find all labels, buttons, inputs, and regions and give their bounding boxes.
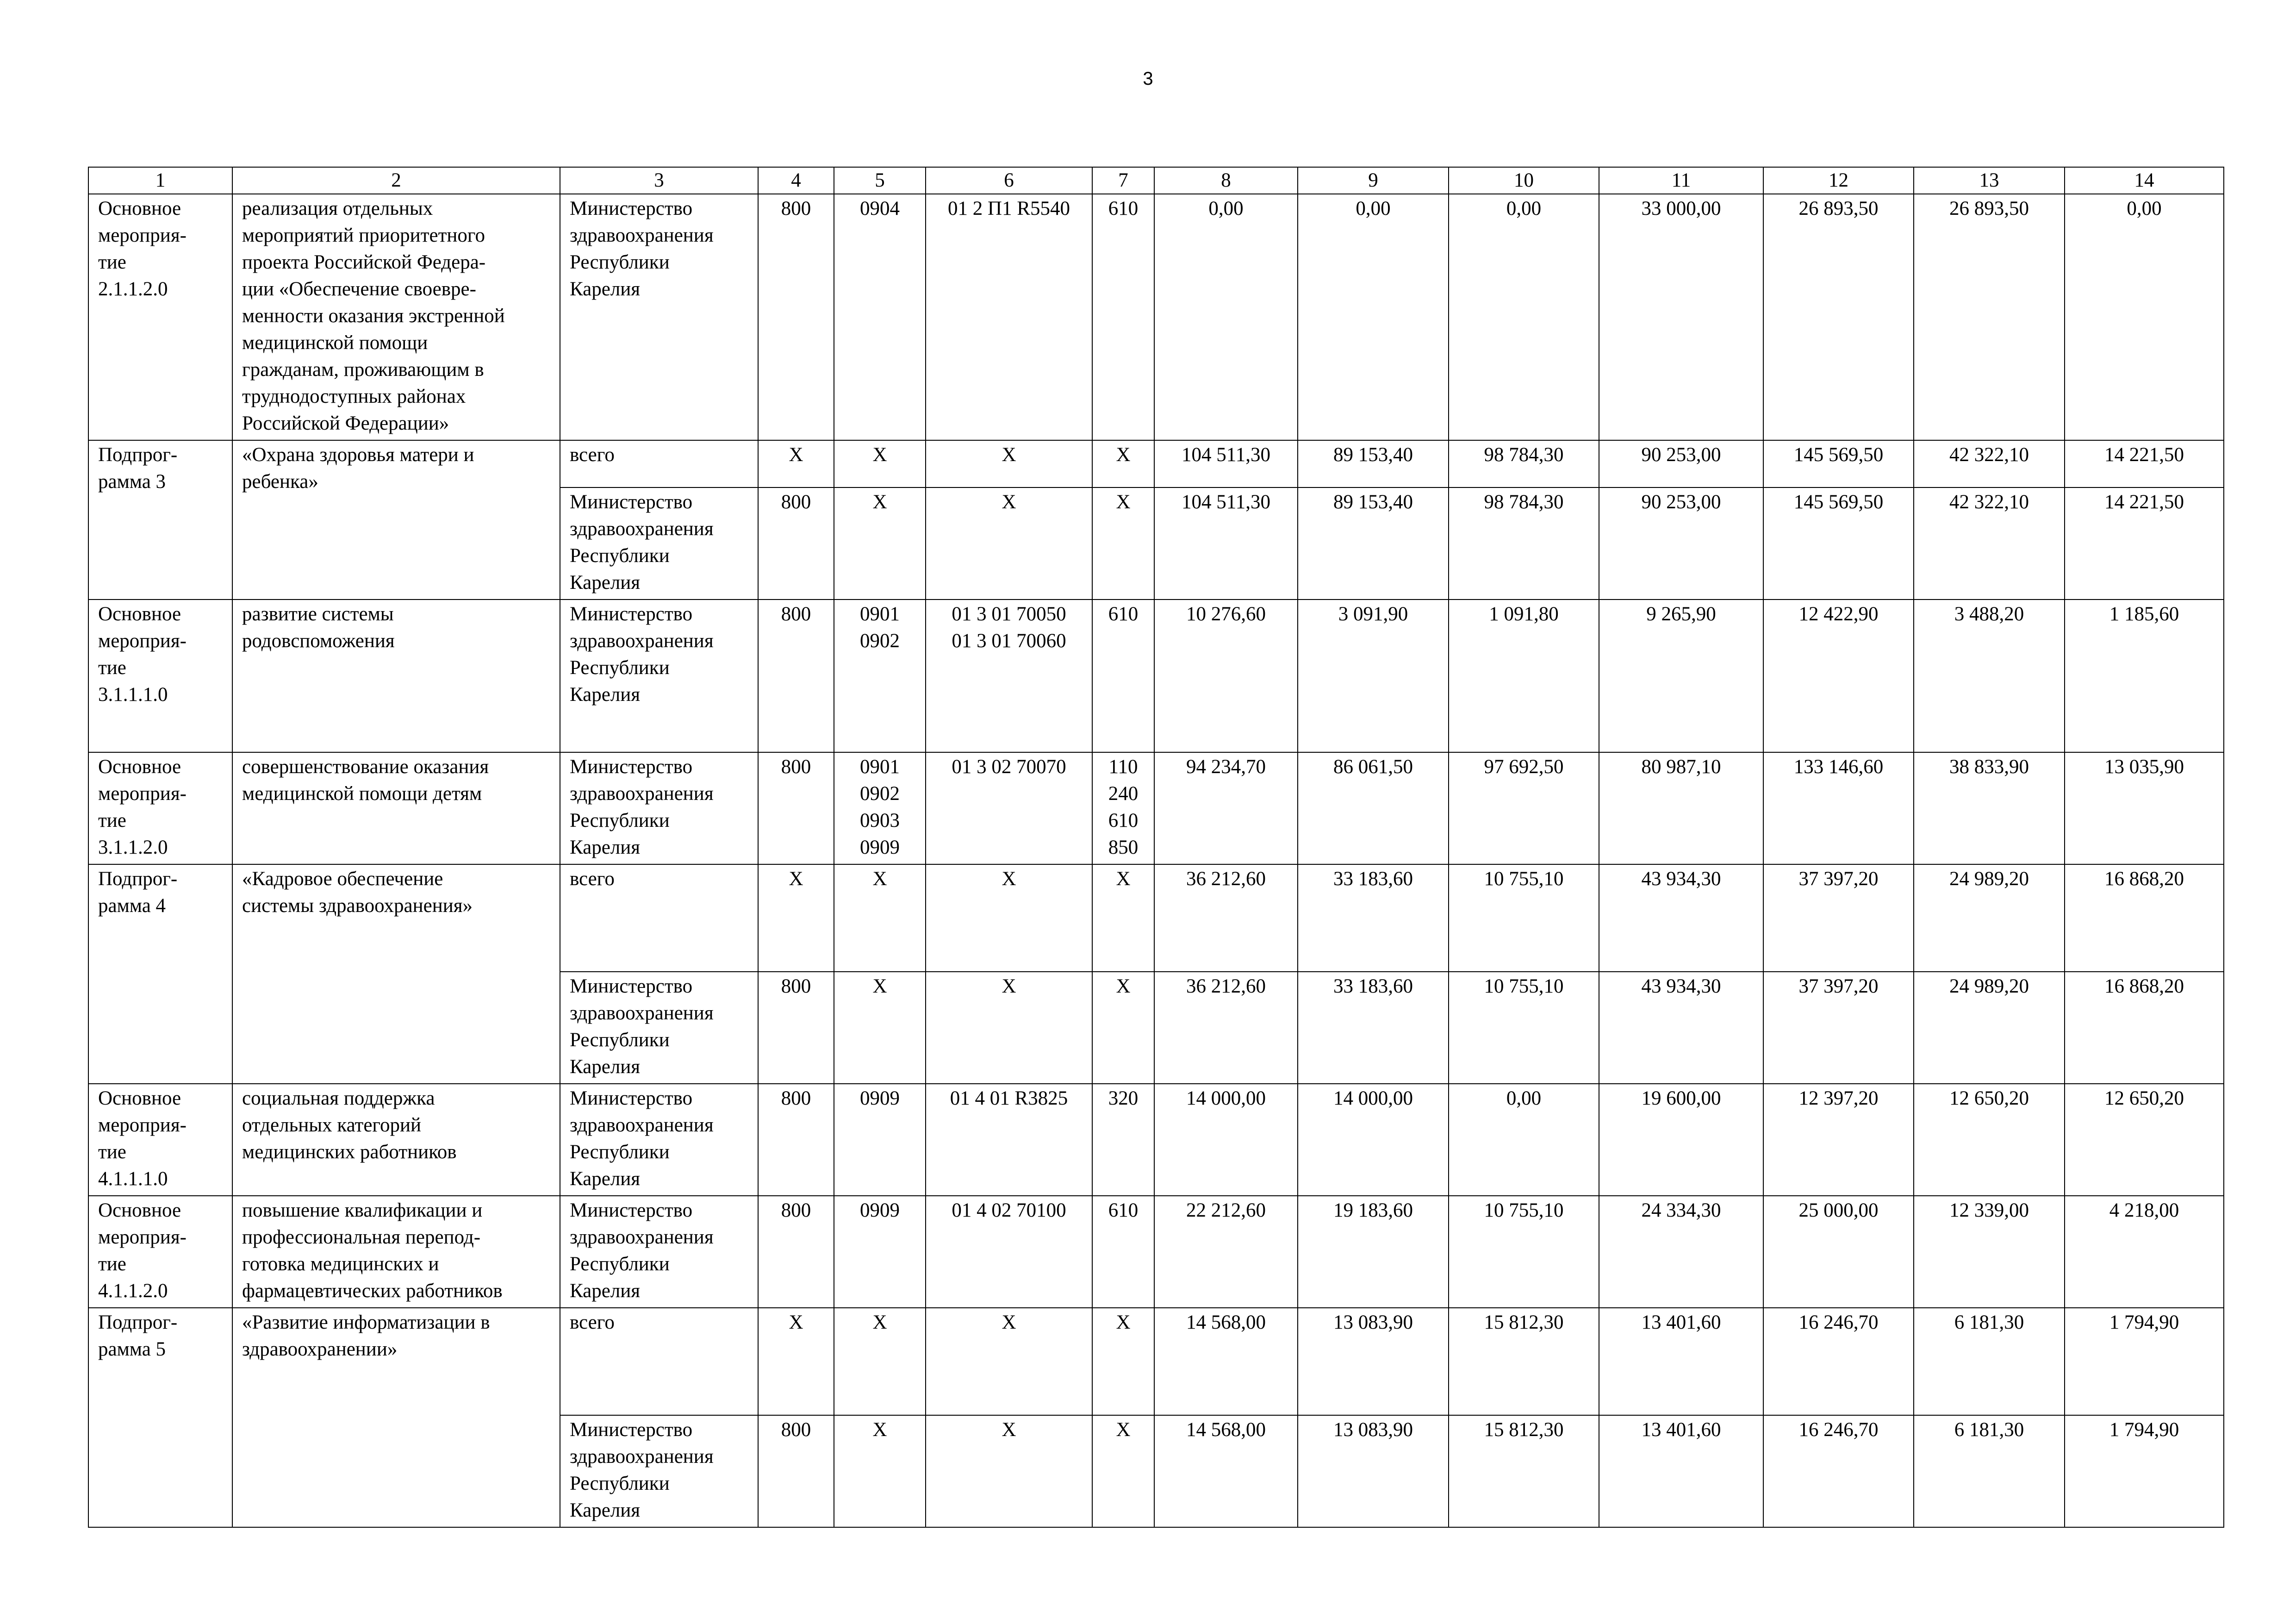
executor-cell-line: Республики bbox=[570, 1141, 670, 1163]
executor-cell-line: Министерство bbox=[570, 603, 693, 625]
value-cell: 42 322,10 bbox=[1914, 440, 2065, 487]
measure-name-cell-line: менности оказания экстренной bbox=[242, 305, 505, 327]
header-cell: 3 bbox=[560, 167, 758, 194]
value-cell: 36 212,60 bbox=[1154, 864, 1298, 972]
measure-code-cell bbox=[88, 600, 232, 752]
program-name-cell-line: системы здравоохранения» bbox=[242, 895, 473, 917]
executor-cell-line: Карелия bbox=[570, 278, 641, 300]
table-row bbox=[88, 1196, 2224, 1308]
section-cell bbox=[834, 600, 926, 752]
target-article-cell bbox=[926, 1084, 1092, 1196]
expense-type-cell: X bbox=[1092, 1308, 1154, 1415]
measure-code-cell-line: Основное bbox=[98, 1087, 181, 1109]
value-cell: 14 000,00 bbox=[1154, 1084, 1298, 1196]
grbs-cell: X bbox=[758, 864, 834, 972]
executor-cell bbox=[560, 1415, 758, 1527]
value-cell: 37 397,20 bbox=[1763, 864, 1914, 972]
header-cell: 14 bbox=[2065, 167, 2224, 194]
executor-cell bbox=[560, 194, 758, 440]
section-cell-line: 0901 bbox=[860, 603, 900, 625]
measure-code-cell-line: 4.1.1.1.0 bbox=[98, 1168, 168, 1190]
measure-name-cell-line: гражданам, проживающим в bbox=[242, 359, 484, 381]
measure-name-cell-line: готовка медицинских и bbox=[242, 1253, 439, 1275]
value-cell: 145 569,50 bbox=[1763, 487, 1914, 600]
expense-type-cell bbox=[1092, 194, 1154, 440]
executor-cell-line: Республики bbox=[570, 657, 670, 679]
value-cell: 90 253,00 bbox=[1599, 487, 1763, 600]
expense-type-cell: X bbox=[1092, 864, 1154, 972]
executor-cell bbox=[560, 752, 758, 864]
target-article-cell bbox=[926, 194, 1092, 440]
section-cell bbox=[834, 194, 926, 440]
value-cell: 3 091,90 bbox=[1298, 600, 1449, 752]
section-cell-line: 0902 bbox=[860, 783, 900, 805]
executor-cell-line: Министерство bbox=[570, 756, 693, 778]
measure-code-cell bbox=[88, 752, 232, 864]
value-cell: 37 397,20 bbox=[1763, 972, 1914, 1084]
program-code-cell-line: рамма 4 bbox=[98, 895, 166, 917]
measure-name-cell-line: медицинских работников bbox=[242, 1141, 457, 1163]
value-cell: 10 755,10 bbox=[1449, 864, 1599, 972]
value-cell: 0,00 bbox=[1449, 1084, 1599, 1196]
expense-type-cell bbox=[1092, 600, 1154, 752]
executor-cell-line: Республики bbox=[570, 1253, 670, 1275]
value-cell: 9 265,90 bbox=[1599, 600, 1763, 752]
executor-cell bbox=[560, 1196, 758, 1308]
target-article-cell-line: 01 3 01 70050 bbox=[952, 603, 1066, 625]
value-cell: 16 246,70 bbox=[1763, 1308, 1914, 1415]
expense-type-cell: X bbox=[1092, 440, 1154, 487]
expense-type-cell-line: 610 bbox=[1108, 603, 1139, 625]
executor-cell-line: Карелия bbox=[570, 572, 641, 593]
page-number: 3 bbox=[1143, 69, 1153, 89]
executor-cell-line: Министерство bbox=[570, 1087, 693, 1109]
value-cell: 13 401,60 bbox=[1599, 1308, 1763, 1415]
measure-name-cell-line: медицинской помощи детям bbox=[242, 783, 482, 805]
target-article-cell bbox=[926, 752, 1092, 864]
grbs-cell: 800 bbox=[758, 1415, 834, 1527]
measure-code-cell-line: мероприя- bbox=[98, 1226, 187, 1248]
measure-code-cell-line: Основное bbox=[98, 756, 181, 778]
header-cell: 1 bbox=[88, 167, 232, 194]
executor-cell-line: Республики bbox=[570, 810, 670, 831]
value-cell: 14 221,50 bbox=[2065, 487, 2224, 600]
expense-type-cell bbox=[1092, 1084, 1154, 1196]
value-cell: 90 253,00 bbox=[1599, 440, 1763, 487]
header-cell: 5 bbox=[834, 167, 926, 194]
value-cell: 12 650,20 bbox=[2065, 1084, 2224, 1196]
value-cell: 24 989,20 bbox=[1914, 864, 2065, 972]
measure-name-cell-line: труднодоступных районах bbox=[242, 386, 466, 407]
table-row bbox=[88, 600, 2224, 752]
measure-code-cell-line: тие bbox=[98, 657, 126, 679]
measure-name-cell-line: родовспоможения bbox=[242, 630, 395, 652]
grbs-cell: 800 bbox=[758, 1196, 834, 1308]
program-name-cell bbox=[232, 1308, 560, 1527]
table-row bbox=[88, 1084, 2224, 1196]
value-cell: 33 183,60 bbox=[1298, 864, 1449, 972]
measure-name-cell-line: Российской Федерации» bbox=[242, 412, 449, 434]
value-cell: 3 488,20 bbox=[1914, 600, 2065, 752]
expense-type-cell-line: 110 bbox=[1108, 756, 1138, 778]
section-cell-line: 0903 bbox=[860, 810, 900, 831]
value-cell: 38 833,90 bbox=[1914, 752, 2065, 864]
value-cell: 89 153,40 bbox=[1298, 487, 1449, 600]
section-cell: X bbox=[834, 972, 926, 1084]
target-article-cell-line: 01 3 01 70060 bbox=[952, 630, 1066, 652]
program-code-cell bbox=[88, 864, 232, 1084]
executor-cell bbox=[560, 1308, 758, 1415]
executor-cell bbox=[560, 440, 758, 487]
measure-code-cell-line: мероприя- bbox=[98, 783, 187, 805]
header-cell: 12 bbox=[1763, 167, 1914, 194]
executor-cell-line: всего bbox=[570, 444, 615, 466]
executor-cell-line: Карелия bbox=[570, 1499, 641, 1521]
grbs-cell: X bbox=[758, 1308, 834, 1415]
executor-cell-line: Карелия bbox=[570, 1168, 641, 1190]
expense-type-cell: X bbox=[1092, 1415, 1154, 1527]
header-cell: 8 bbox=[1154, 167, 1298, 194]
header-cell: 6 bbox=[926, 167, 1092, 194]
measure-name-cell bbox=[232, 1196, 560, 1308]
program-code-cell bbox=[88, 1308, 232, 1527]
grbs-cell: 800 bbox=[758, 194, 834, 440]
value-cell: 12 339,00 bbox=[1914, 1196, 2065, 1308]
measure-code-cell-line: мероприя- bbox=[98, 1114, 187, 1136]
value-cell: 1 185,60 bbox=[2065, 600, 2224, 752]
value-cell: 1 794,90 bbox=[2065, 1308, 2224, 1415]
header-cell: 13 bbox=[1914, 167, 2065, 194]
value-cell: 19 600,00 bbox=[1599, 1084, 1763, 1196]
program-name-cell-line: «Охрана здоровья матери и bbox=[242, 444, 474, 466]
executor-cell-line: Министерство bbox=[570, 1199, 693, 1221]
header-row bbox=[88, 167, 2224, 194]
program-code-cell-line: рамма 5 bbox=[98, 1338, 166, 1360]
section-cell: X bbox=[834, 440, 926, 487]
program-code-cell-line: Подпрог- bbox=[98, 444, 178, 466]
program-code-cell-line: рамма 3 bbox=[98, 471, 166, 493]
value-cell: 1 091,80 bbox=[1449, 600, 1599, 752]
program-name-cell-line: «Развитие информатизации в bbox=[242, 1312, 490, 1333]
value-cell: 86 061,50 bbox=[1298, 752, 1449, 864]
expense-type-cell bbox=[1092, 752, 1154, 864]
measure-code-cell-line: Основное bbox=[98, 1199, 181, 1221]
section-cell-line: 0901 bbox=[860, 756, 900, 778]
expense-type-cell-line: 320 bbox=[1108, 1087, 1139, 1109]
program-code-cell bbox=[88, 440, 232, 600]
program-name-cell bbox=[232, 440, 560, 600]
grbs-cell: 800 bbox=[758, 600, 834, 752]
measure-code-cell-line: тие bbox=[98, 1141, 126, 1163]
header-cell: 11 bbox=[1599, 167, 1763, 194]
value-cell: 80 987,10 bbox=[1599, 752, 1763, 864]
table-row bbox=[88, 440, 2224, 487]
measure-name-cell-line: проекта Российской Федера- bbox=[242, 251, 486, 273]
executor-cell-line: Республики bbox=[570, 1473, 670, 1494]
program-name-cell-line: «Кадровое обеспечение bbox=[242, 868, 443, 890]
executor-cell-line: Карелия bbox=[570, 837, 641, 858]
executor-cell-line: Министерство bbox=[570, 198, 693, 219]
measure-code-cell bbox=[88, 1196, 232, 1308]
section-cell: X bbox=[834, 864, 926, 972]
expense-type-cell: X bbox=[1092, 487, 1154, 600]
executor-cell-line: Республики bbox=[570, 251, 670, 273]
executor-cell-line: здравоохранения bbox=[570, 630, 714, 652]
executor-cell bbox=[560, 1084, 758, 1196]
value-cell: 0,00 bbox=[1449, 194, 1599, 440]
table-row bbox=[88, 1308, 2224, 1415]
measure-code-cell bbox=[88, 194, 232, 440]
executor-cell-line: здравоохранения bbox=[570, 1446, 714, 1468]
target-article-cell-line: 01 4 02 70100 bbox=[952, 1199, 1066, 1221]
header-cell: 9 bbox=[1298, 167, 1449, 194]
target-article-cell: X bbox=[926, 440, 1092, 487]
program-name-cell-line: здравоохранении» bbox=[242, 1338, 398, 1360]
value-cell: 43 934,30 bbox=[1599, 972, 1763, 1084]
program-name-cell bbox=[232, 864, 560, 1084]
target-article-cell-line: 01 3 02 70070 bbox=[952, 756, 1066, 778]
table-row bbox=[88, 752, 2224, 864]
expense-type-cell: X bbox=[1092, 972, 1154, 1084]
value-cell: 104 511,30 bbox=[1154, 487, 1298, 600]
measure-code-cell-line: 2.1.1.2.0 bbox=[98, 278, 168, 300]
measure-code-cell-line: 4.1.1.2.0 bbox=[98, 1280, 168, 1302]
value-cell: 16 868,20 bbox=[2065, 864, 2224, 972]
value-cell: 1 794,90 bbox=[2065, 1415, 2224, 1527]
section-cell bbox=[834, 1084, 926, 1196]
measure-code-cell-line: 3.1.1.2.0 bbox=[98, 837, 168, 858]
program-code-cell-line: Подпрог- bbox=[98, 1312, 178, 1333]
target-article-cell bbox=[926, 1196, 1092, 1308]
executor-cell-line: здравоохранения bbox=[570, 225, 714, 246]
value-cell: 24 334,30 bbox=[1599, 1196, 1763, 1308]
header-cell: 7 bbox=[1092, 167, 1154, 194]
measure-name-cell-line: социальная поддержка bbox=[242, 1087, 435, 1109]
expense-type-cell-line: 610 bbox=[1108, 810, 1139, 831]
target-article-cell: X bbox=[926, 1415, 1092, 1527]
value-cell: 22 212,60 bbox=[1154, 1196, 1298, 1308]
measure-name-cell-line: фармацевтических работников bbox=[242, 1280, 503, 1302]
measure-code-cell-line: Основное bbox=[98, 198, 181, 219]
header-cell: 4 bbox=[758, 167, 834, 194]
value-cell: 89 153,40 bbox=[1298, 440, 1449, 487]
executor-cell-line: здравоохранения bbox=[570, 1226, 714, 1248]
section-cell: X bbox=[834, 1308, 926, 1415]
measure-name-cell-line: медицинской помощи bbox=[242, 332, 428, 354]
executor-cell-line: всего bbox=[570, 868, 615, 890]
measure-name-cell-line: повышение квалификации и bbox=[242, 1199, 483, 1221]
grbs-cell: X bbox=[758, 440, 834, 487]
value-cell: 26 893,50 bbox=[1763, 194, 1914, 440]
executor-cell-line: Министерство bbox=[570, 975, 693, 997]
measure-name-cell bbox=[232, 194, 560, 440]
value-cell: 14 000,00 bbox=[1298, 1084, 1449, 1196]
measure-code-cell-line: тие bbox=[98, 251, 126, 273]
target-article-cell: X bbox=[926, 487, 1092, 600]
executor-cell-line: Карелия bbox=[570, 684, 641, 706]
value-cell: 4 218,00 bbox=[2065, 1196, 2224, 1308]
measure-name-cell-line: совершенствование оказания bbox=[242, 756, 489, 778]
executor-cell-line: здравоохранения bbox=[570, 518, 714, 540]
section-cell-line: 0909 bbox=[860, 1087, 900, 1109]
value-cell: 12 397,20 bbox=[1763, 1084, 1914, 1196]
value-cell: 14 221,50 bbox=[2065, 440, 2224, 487]
value-cell: 15 812,30 bbox=[1449, 1415, 1599, 1527]
measure-code-cell-line: мероприя- bbox=[98, 225, 187, 246]
target-article-cell-line: 01 2 П1 R5540 bbox=[948, 198, 1070, 219]
program-code-cell-line: Подпрог- bbox=[98, 868, 178, 890]
value-cell: 16 868,20 bbox=[2065, 972, 2224, 1084]
value-cell: 10 755,10 bbox=[1449, 1196, 1599, 1308]
value-cell: 42 322,10 bbox=[1914, 487, 2065, 600]
value-cell: 26 893,50 bbox=[1914, 194, 2065, 440]
target-article-cell: X bbox=[926, 1308, 1092, 1415]
value-cell: 24 989,20 bbox=[1914, 972, 2065, 1084]
value-cell: 145 569,50 bbox=[1763, 440, 1914, 487]
measure-name-cell bbox=[232, 752, 560, 864]
target-article-cell bbox=[926, 600, 1092, 752]
measure-name-cell-line: ции «Обеспечение своевре- bbox=[242, 278, 476, 300]
value-cell: 97 692,50 bbox=[1449, 752, 1599, 864]
executor-cell-line: здравоохранения bbox=[570, 783, 714, 805]
table-row bbox=[88, 194, 2224, 440]
grbs-cell: 800 bbox=[758, 752, 834, 864]
table-row bbox=[88, 864, 2224, 972]
expense-type-cell-line: 240 bbox=[1108, 783, 1139, 805]
measure-code-cell-line: Основное bbox=[98, 603, 181, 625]
section-cell bbox=[834, 752, 926, 864]
grbs-cell: 800 bbox=[758, 1084, 834, 1196]
value-cell: 16 246,70 bbox=[1763, 1415, 1914, 1527]
section-cell-line: 0909 bbox=[860, 837, 900, 858]
budget-table bbox=[88, 167, 2224, 1528]
expense-type-cell-line: 610 bbox=[1108, 198, 1139, 219]
expense-type-cell-line: 610 bbox=[1108, 1199, 1139, 1221]
expense-type-cell bbox=[1092, 1196, 1154, 1308]
section-cell-line: 0909 bbox=[860, 1199, 900, 1221]
measure-code-cell-line: 3.1.1.1.0 bbox=[98, 684, 168, 706]
value-cell: 13 083,90 bbox=[1298, 1415, 1449, 1527]
value-cell: 33 183,60 bbox=[1298, 972, 1449, 1084]
value-cell: 13 083,90 bbox=[1298, 1308, 1449, 1415]
measure-name-cell-line: отдельных категорий bbox=[242, 1114, 422, 1136]
executor-cell bbox=[560, 864, 758, 972]
measure-code-cell-line: тие bbox=[98, 810, 126, 831]
executor-cell-line: Министерство bbox=[570, 1419, 693, 1441]
target-article-cell: X bbox=[926, 972, 1092, 1084]
value-cell: 36 212,60 bbox=[1154, 972, 1298, 1084]
executor-cell bbox=[560, 487, 758, 600]
measure-code-cell-line: мероприя- bbox=[98, 630, 187, 652]
executor-cell-line: Республики bbox=[570, 545, 670, 567]
executor-cell-line: Республики bbox=[570, 1029, 670, 1051]
value-cell: 133 146,60 bbox=[1763, 752, 1914, 864]
measure-code-cell bbox=[88, 1084, 232, 1196]
value-cell: 104 511,30 bbox=[1154, 440, 1298, 487]
executor-cell-line: Карелия bbox=[570, 1280, 641, 1302]
executor-cell bbox=[560, 600, 758, 752]
value-cell: 98 784,30 bbox=[1449, 487, 1599, 600]
value-cell: 19 183,60 bbox=[1298, 1196, 1449, 1308]
target-article-cell-line: 01 4 01 R3825 bbox=[950, 1087, 1068, 1109]
value-cell: 0,00 bbox=[1298, 194, 1449, 440]
value-cell: 14 568,00 bbox=[1154, 1308, 1298, 1415]
header-cell: 10 bbox=[1449, 167, 1599, 194]
executor-cell-line: Министерство bbox=[570, 491, 693, 513]
executor-cell-line: здравоохранения bbox=[570, 1002, 714, 1024]
section-cell: X bbox=[834, 487, 926, 600]
value-cell: 13 401,60 bbox=[1599, 1415, 1763, 1527]
expense-type-cell-line: 850 bbox=[1108, 837, 1139, 858]
value-cell: 43 934,30 bbox=[1599, 864, 1763, 972]
section-cell bbox=[834, 1196, 926, 1308]
section-cell-line: 0902 bbox=[860, 630, 900, 652]
measure-name-cell-line: реализация отдельных bbox=[242, 198, 433, 219]
value-cell: 6 181,30 bbox=[1914, 1308, 2065, 1415]
grbs-cell: 800 bbox=[758, 487, 834, 600]
value-cell: 94 234,70 bbox=[1154, 752, 1298, 864]
measure-name-cell-line: мероприятий приоритетного bbox=[242, 225, 485, 246]
measure-name-cell-line: профессиональная перепод- bbox=[242, 1226, 481, 1248]
executor-cell bbox=[560, 972, 758, 1084]
value-cell: 6 181,30 bbox=[1914, 1415, 2065, 1527]
program-name-cell-line: ребенка» bbox=[242, 471, 318, 493]
header-cell: 2 bbox=[232, 167, 560, 194]
executor-cell-line: здравоохранения bbox=[570, 1114, 714, 1136]
value-cell: 10 755,10 bbox=[1449, 972, 1599, 1084]
executor-cell-line: всего bbox=[570, 1312, 615, 1333]
section-cell: X bbox=[834, 1415, 926, 1527]
value-cell: 0,00 bbox=[2065, 194, 2224, 440]
value-cell: 0,00 bbox=[1154, 194, 1298, 440]
value-cell: 13 035,90 bbox=[2065, 752, 2224, 864]
measure-name-cell bbox=[232, 600, 560, 752]
value-cell: 10 276,60 bbox=[1154, 600, 1298, 752]
measure-name-cell-line: развитие системы bbox=[242, 603, 394, 625]
value-cell: 98 784,30 bbox=[1449, 440, 1599, 487]
section-cell-line: 0904 bbox=[860, 198, 900, 219]
value-cell: 25 000,00 bbox=[1763, 1196, 1914, 1308]
value-cell: 12 422,90 bbox=[1763, 600, 1914, 752]
value-cell: 15 812,30 bbox=[1449, 1308, 1599, 1415]
target-article-cell: X bbox=[926, 864, 1092, 972]
measure-code-cell-line: тие bbox=[98, 1253, 126, 1275]
executor-cell-line: Карелия bbox=[570, 1056, 641, 1078]
value-cell: 33 000,00 bbox=[1599, 194, 1763, 440]
measure-name-cell bbox=[232, 1084, 560, 1196]
grbs-cell: 800 bbox=[758, 972, 834, 1084]
value-cell: 12 650,20 bbox=[1914, 1084, 2065, 1196]
value-cell: 14 568,00 bbox=[1154, 1415, 1298, 1527]
